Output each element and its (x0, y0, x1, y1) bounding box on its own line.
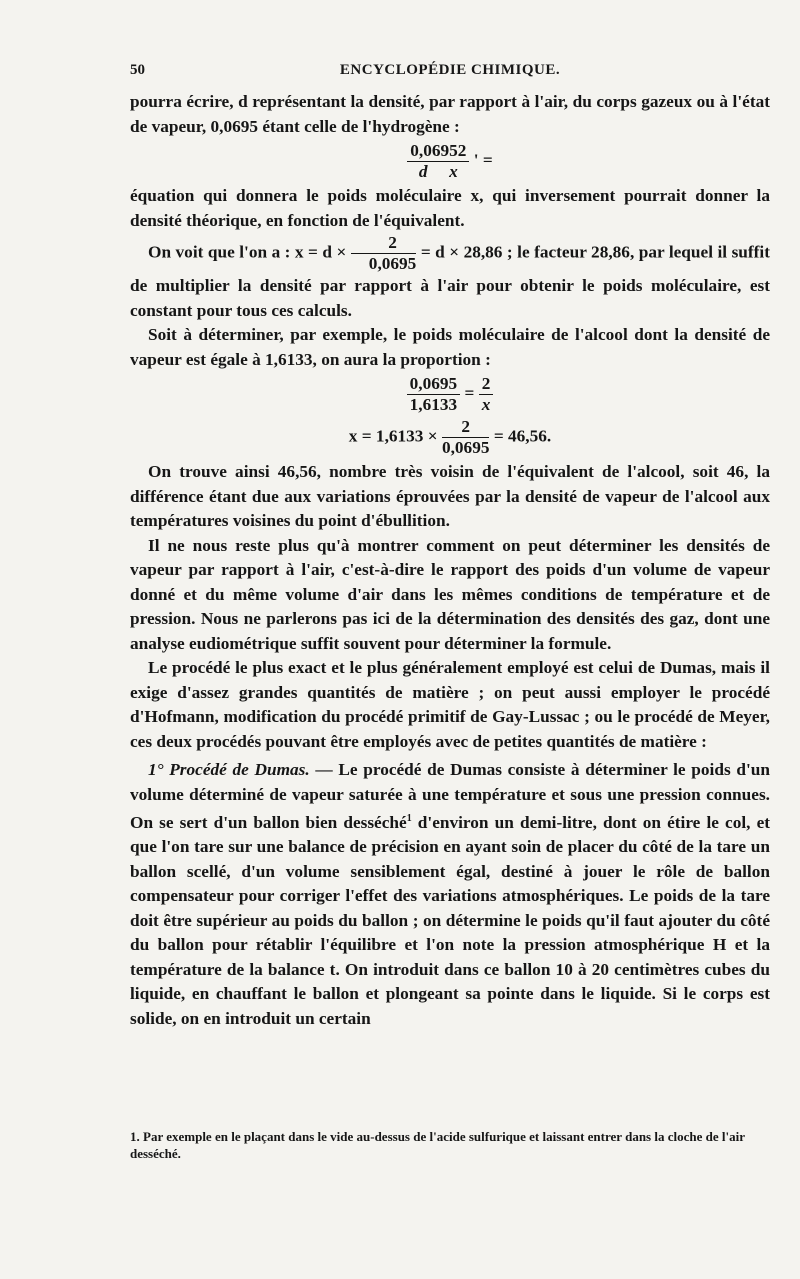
body-text (130, 90, 770, 1031)
paragraph-1: pourra écrire, d représentant la densité, par rapport à l'air, du corps gazeux ou à l'état de vapeur, 0,0695 étant celle de l'hydrogène : (130, 92, 770, 136)
footnote-marker: 1 (406, 813, 412, 824)
eq3-end: = 46,56. (493, 426, 552, 446)
paragraph-8 (130, 758, 770, 1031)
page-header (130, 62, 770, 84)
eq2-right-den: x (481, 395, 491, 414)
p3-end: = d × 28,86 ; le facteur 28,86, par lequel il suffit de multiplier la densité par rapport à l'air pour obtenir le poids moléculaire, est constant pour tous ces calculs. (130, 242, 770, 320)
paragraph-6: Il ne nous reste plus qu'à montrer comment on peut déterminer les densités de vapeur par rapport à l'air, c'est-à-dire le rapport des poids d'un volume de vapeur donné et du même volume d'air dans les mêmes conditions de température et de pression. Nous ne parlerons pas ici de la détermination des densités des gaz, dont une analyse eudiométrique suffit souvent pour déterminer la formule. (130, 535, 770, 653)
equation-3 (130, 417, 770, 458)
equation-2 (130, 374, 770, 415)
eq1-tail: ' = (473, 150, 493, 170)
eq1-den-right: x (449, 162, 458, 181)
p3-start: On voit que l'on a : x = d × (148, 242, 347, 262)
p8-part-b: d'environ un demi-litre, dont on étire le col, et que l'on tare sur une balance de précision en ayant soin de placer du côté de la tare un ballon scellé, d'un volume sensiblement égal, destiné à jouer le rôle de ballon compensateur pour corriger l'effet des variations atmosphériques. Le poids de la tare doit être supérieur au poids du ballon ; on détermine le poids qu'il faut ajouter du côté du ballon pour rétablir l'équilibre et l'on note la pression atmosphérique H et la température de la balance t. On introduit dans ce ballon 10 à 20 centimètres cubes du liquide, en chauffant le ballon et plongeant sa pointe dans le liquide. Si le corps est solide, on en introduit un certain (130, 812, 770, 1028)
eq2-left-num: 0,0695 (407, 374, 461, 395)
paragraph-4: Soit à déterminer, par exemple, le poids moléculaire de l'alcool dont la densité de vapeur est égale à 1,6133, on aura la proportion : (130, 325, 770, 369)
equation-1 (130, 141, 770, 182)
eq2-equals: = (464, 383, 475, 403)
footnote: 1. Par exemple en le plaçant dans le vide au-dessus de l'acide sulfurique et laissant entrer dans la cloche de l'air desséché. (130, 1129, 745, 1161)
eq3-num: 2 (442, 417, 490, 438)
page-number: 50 (130, 62, 145, 78)
paragraph-3 (130, 233, 770, 323)
section-title: 1° Procédé de Dumas. (148, 760, 310, 779)
p8-part-a: — Le procédé de Dumas consiste à déterminer le poids d'un volume déterminé de vapeur saturée à une température et sous une pression connues. On se sert d'un ballon bien desséché (130, 760, 770, 832)
paragraph-7: Le procédé le plus exact et le plus généralement employé est celui de Dumas, mais il exige d'assez grandes quantités de matière ; on peut aussi employer le procédé d'Hofmann, modification du procédé primitif de Gay-Lussac ; ou le procédé de Meyer, ces deux procédés pouvant être employés avec de petites quantités de matière : (130, 658, 770, 751)
p3-frac-den: 0,0695 (368, 254, 417, 273)
p3-fraction (351, 233, 417, 274)
eq2-left-den: 1,6133 (409, 395, 458, 414)
eq1-numerator: 0,06952 (407, 141, 469, 162)
eq3-den: 0,0695 (441, 438, 490, 457)
paragraph-5: On trouve ainsi 46,56, nombre très voisin de l'équivalent de l'alcool, soit 46, la différence étant due aux variations éprouvées par la densité de vapeur de l'alcool aux températures voisines du point d'ébullition. (130, 462, 770, 530)
eq2-right-num: 2 (479, 374, 494, 395)
running-head: ENCYCLOPÉDIE CHIMIQUE. (339, 62, 561, 78)
paragraph-2: équation qui donnera le poids moléculaire x, qui inversement pourrait donner la densité théorique, en fonction de l'équivalent. (130, 186, 770, 230)
p3-frac-num: 2 (351, 233, 417, 254)
eq1-den-left: d (418, 162, 428, 181)
eq3-start: x = 1,6133 × (348, 426, 438, 446)
